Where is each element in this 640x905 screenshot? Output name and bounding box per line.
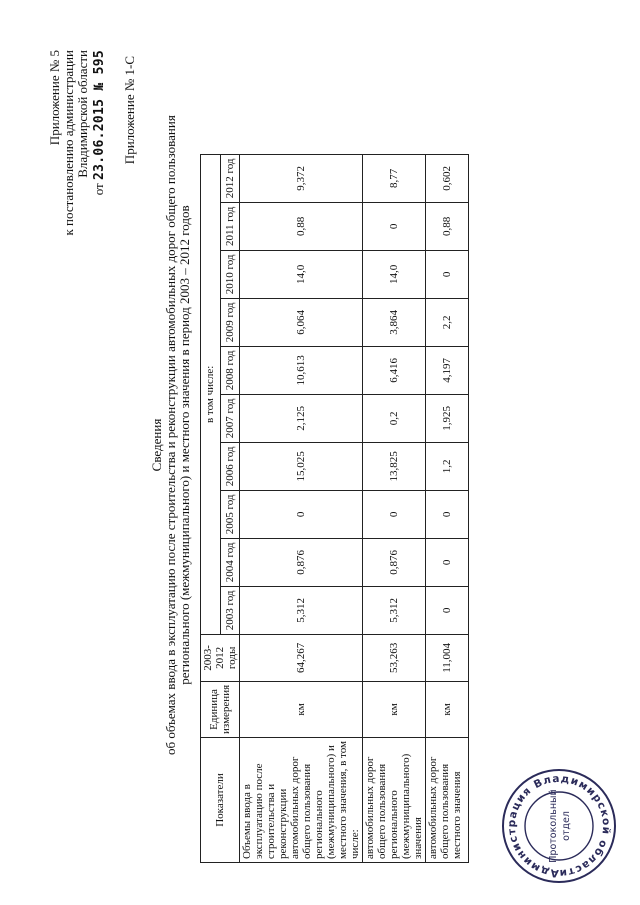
row-value: 0,88 <box>426 202 469 250</box>
row-value: 0,876 <box>363 538 426 586</box>
row-value: 0 <box>426 490 469 538</box>
row-label: Объемы ввода в эксплуатацию после строительства и реконструкции автомобильных дорог общего пользования регионального (межмуниципального) и местного значения, в том числе: <box>240 738 363 863</box>
title-line-3: регионального (межмуниципального) и местного значения в период 2003 – 2012 годов <box>177 205 192 685</box>
date-prefix: от <box>91 183 106 196</box>
region-name: Владимирской области <box>75 50 90 178</box>
header-year: 2012 год <box>220 154 240 202</box>
header-year: 2003 год <box>220 586 240 634</box>
row-label: автомобильных дорог общего пользования регионального (межмуниципального) значения <box>363 738 426 863</box>
report-table <box>200 154 469 863</box>
row-value: 0 <box>426 538 469 586</box>
decree-date-line <box>92 50 107 236</box>
title-line-2: об объемах ввода в эксплуатацию после строительства и реконструкции автомобильных дорог общего пользования <box>163 115 178 755</box>
header-metric: Показатели <box>201 738 240 863</box>
row-unit: км <box>363 681 426 737</box>
table-header-row <box>201 154 221 862</box>
row-value: 1,2 <box>426 442 469 490</box>
document-title <box>149 115 192 755</box>
decree-reference: к постановлению администрации <box>61 50 76 236</box>
row-value: 5,312 <box>240 586 363 634</box>
row-label: автомобильных дорог общего пользования местного значения <box>426 738 469 863</box>
row-value: 2,125 <box>240 394 363 442</box>
row-value: 0 <box>426 250 469 298</box>
row-value: 2,2 <box>426 298 469 346</box>
appendix-header <box>48 50 107 236</box>
row-value: 0 <box>240 490 363 538</box>
row-value: 0 <box>363 490 426 538</box>
title-line-1: Сведения <box>149 418 164 472</box>
row-value: 6,064 <box>240 298 363 346</box>
row-value: 5,312 <box>363 586 426 634</box>
report-table-container <box>200 154 469 863</box>
row-value: 0,2 <box>363 394 426 442</box>
table-row <box>240 154 363 862</box>
header-year: 2007 год <box>220 394 240 442</box>
stamp-ring-textpath: Администрация Владимирской области <box>505 772 613 880</box>
row-value: 9,372 <box>240 154 363 202</box>
header-year: 2006 год <box>220 442 240 490</box>
header-year: 2010 год <box>220 250 240 298</box>
row-value: 14,0 <box>240 250 363 298</box>
row-value: 4,197 <box>426 346 469 394</box>
official-stamp <box>500 767 618 885</box>
appendix-subtitle: Приложение № 1-С <box>122 56 137 165</box>
header-year: 2005 год <box>220 490 240 538</box>
table-row <box>363 154 426 862</box>
stamp-center-line-1: Протокольный <box>548 789 559 863</box>
row-unit: км <box>240 681 363 737</box>
header-year: 2011 год <box>220 202 240 250</box>
row-value: 13,825 <box>363 442 426 490</box>
stamp-center-line-2: отдел <box>561 811 572 841</box>
row-value: 6,416 <box>363 346 426 394</box>
header-total: 2003-2012 годы <box>201 634 240 681</box>
header-year: 2004 год <box>220 538 240 586</box>
appendix-number: Приложение № 5 <box>47 50 62 146</box>
header-year: 2009 год <box>220 298 240 346</box>
table-row <box>426 154 469 862</box>
row-value: 10,613 <box>240 346 363 394</box>
row-value: 0,876 <box>240 538 363 586</box>
row-value: 15,025 <box>240 442 363 490</box>
row-value: 0,602 <box>426 154 469 202</box>
row-total: 53,263 <box>363 634 426 681</box>
stamp-inner-ring <box>525 792 593 860</box>
decree-date-number: 23.06.2015 № 595 <box>92 50 107 181</box>
header-unit: Единица измерения <box>201 681 240 737</box>
row-value: 0 <box>363 202 426 250</box>
stamp-outer-ring <box>503 770 615 882</box>
row-value: 3,864 <box>363 298 426 346</box>
header-year: 2008 год <box>220 346 240 394</box>
row-value: 0 <box>426 586 469 634</box>
row-total: 64,267 <box>240 634 363 681</box>
header-group: в том числе: <box>201 154 221 634</box>
row-value: 1,925 <box>426 394 469 442</box>
row-value: 14,0 <box>363 250 426 298</box>
row-value: 0,88 <box>240 202 363 250</box>
row-total: 11,004 <box>426 634 469 681</box>
row-unit: км <box>426 681 469 737</box>
row-value: 8,77 <box>363 154 426 202</box>
